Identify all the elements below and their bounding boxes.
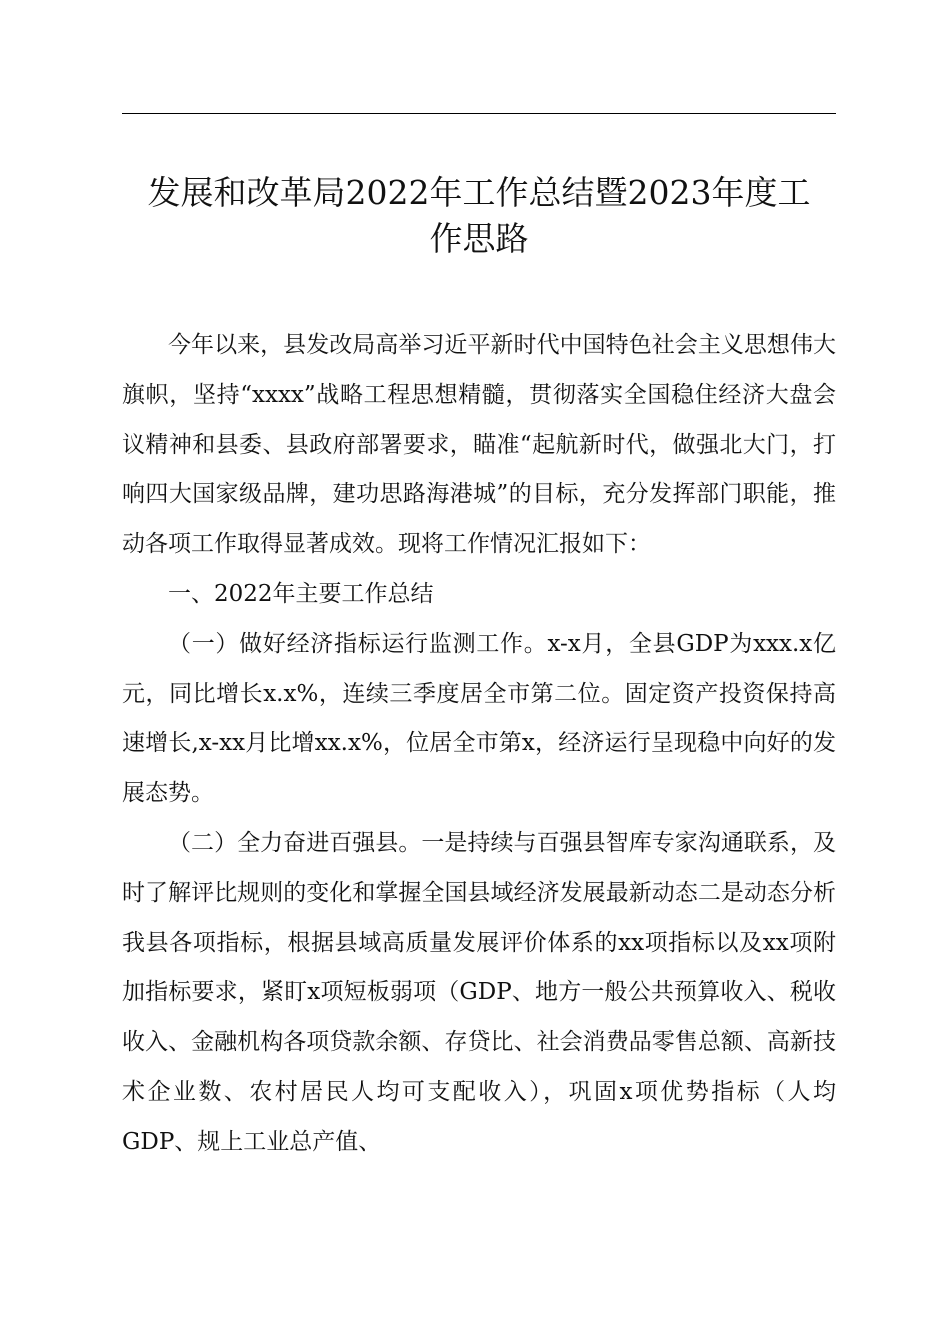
title-line-1: 发展和改革局2022年工作总结暨2023年度工 — [147, 173, 811, 212]
title-line-2: 作思路 — [429, 219, 529, 258]
intro-paragraph: 今年以来，县发改局高举习近平新时代中国特色社会主义思想伟大旗帜，坚持“xxxx”战略工程思想精髓，贯彻落实全国稳住经济大盘会议精神和县委、县政府部署要求，瞄准“起航新时代，做强北大门，打响四大国家级品牌，建功思路海港城”的目标，充分发挥部门职能，推动各项工作取得显著成效。现将工作情况汇报如下： — [122, 332, 836, 558]
document-body — [122, 321, 836, 1168]
section-heading: 一、2022年主要工作总结 — [168, 580, 434, 607]
header-rule — [122, 113, 836, 114]
paragraph-economic-monitoring: （一）做好经济指标运行监测工作。x-x月，全县GDP为xxx.x亿元，同比增长x.x%，连续三季度居全市第二位。固定资产投资保持高速增长,x-xx月比增xx.x%，位居全市第x，经济运行呈现稳中向好的发展态势。 — [122, 630, 836, 807]
paragraph-top-hundred-county: （二）全力奋进百强县。一是持续与百强县智库专家沟通联系，及时了解评比规则的变化和掌握全国县域经济发展最新动态二是动态分析我县各项指标，根据县域高质量发展评价体系的xx项指标以及xx项附加指标要求，紧盯x项短板弱项（GDP、地方一般公共预算收入、税收收入、金融机构各项贷款余额、存贷比、社会消费品零售总额、高新技术企业数、农村居民人均可支配收入），巩固x项优势指标（人均GDP、规上工业总产值、 — [122, 829, 836, 1155]
document-title — [122, 170, 836, 262]
